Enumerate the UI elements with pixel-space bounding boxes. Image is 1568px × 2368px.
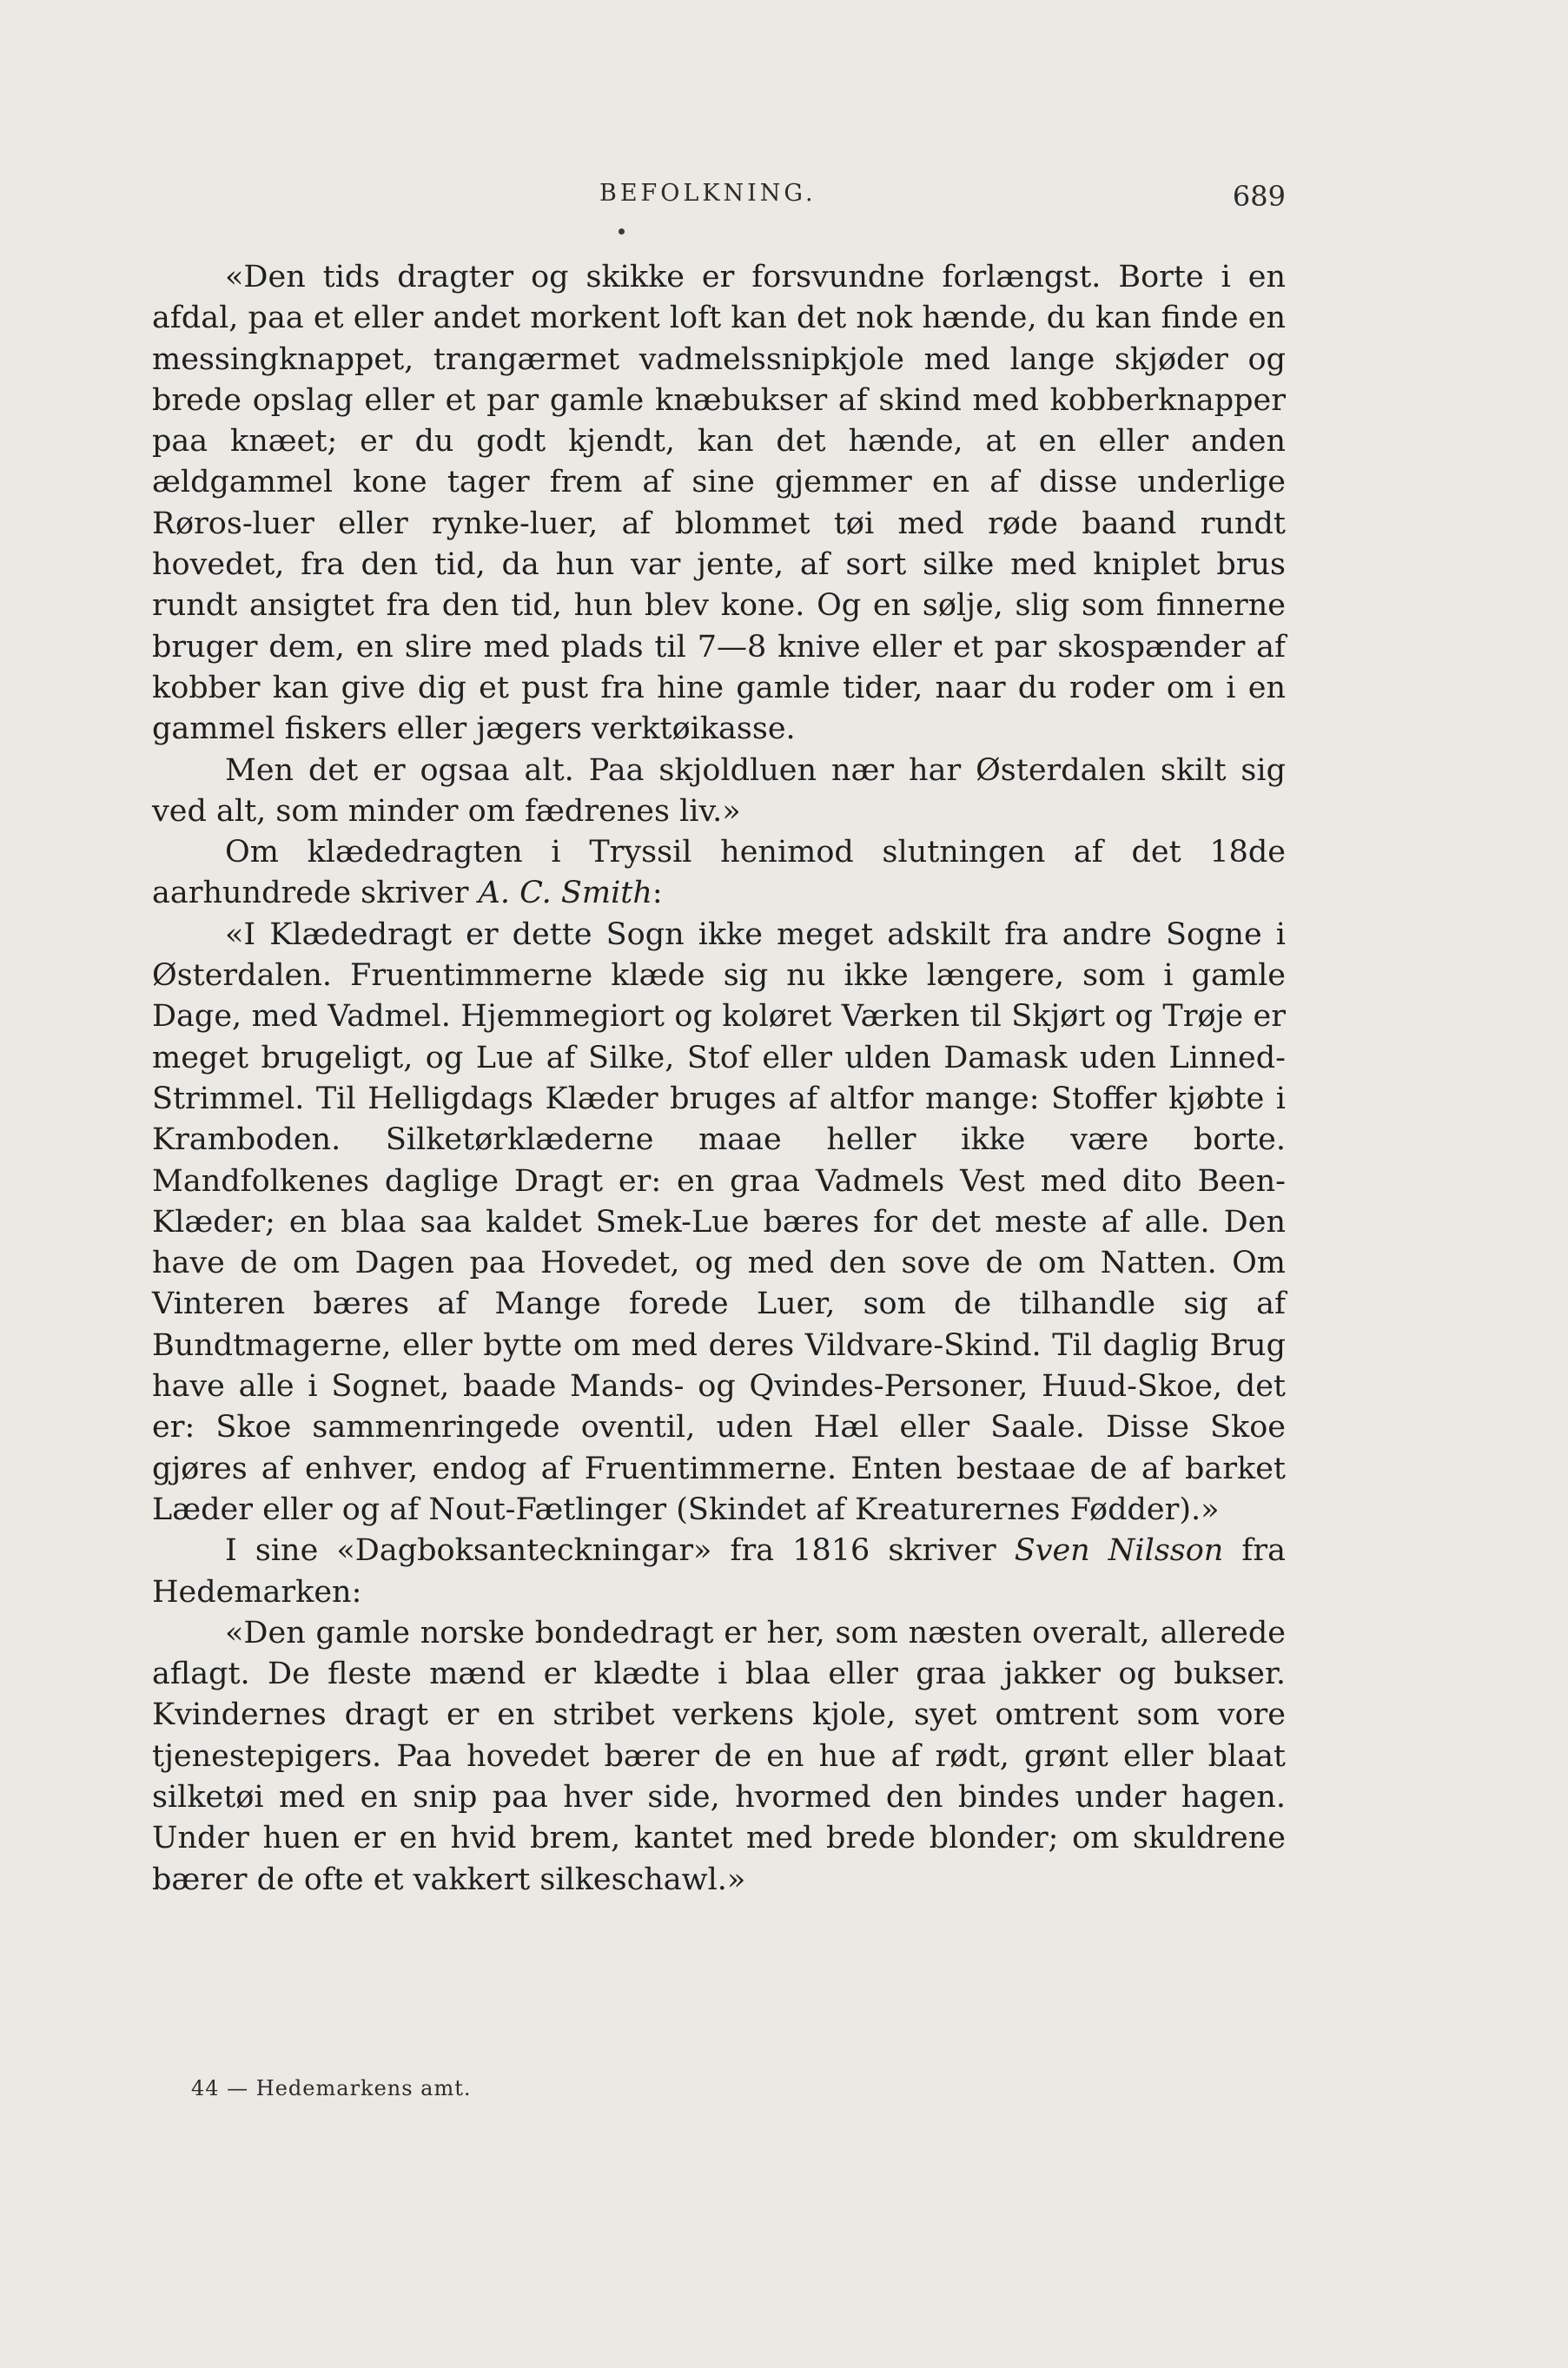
running-head: BEFOLKNING. [599, 180, 817, 207]
paragraph [152, 915, 1286, 1531]
text-run: : [652, 876, 663, 911]
page-header [152, 180, 1286, 218]
author-name: Sven Nilsson [1014, 1533, 1224, 1569]
body-text [152, 257, 1286, 1901]
paragraph [152, 1531, 1286, 1613]
paragraph [152, 1613, 1286, 1901]
paragraph [152, 257, 1286, 751]
text-run: «I Klædedragt er dette Sogn ikke meget adskilt fra andre Sogne i Østerdalen. Fruentimmerne klæde sig nu ikke længere, som i gamle Dage, med Vadmel. Hjemmegiort og koløret Værken til Skjørt og Trøje er meget brugeligt, og Lue af Silke, Stof eller ulden Damask uden Linned-Strimmel. Til Helligdags Klæder bruges af altfor mange: Stoffer kjøbte i Kramboden. Silketørklæderne maae heller ikke være borte. Mandfolkenes daglige Dragt er: en graa Vadmels Vest med dito Been-Klæder; en blaa saa kaldet Smek-Lue bæres for det meste af alle. Den have de om Dagen paa Hovedet, og med den sove de om Natten. Om Vinteren bæres af Mange forede Luer, som de tilhandle sig af Bundtmagerne, eller bytte om med deres Vildvare-Skind. Til daglig Brug have alle i Sognet, baade Mands- og Qvindes-Personer, Huud-Skoe, det er: Skoe sammenringede oventil, uden Hæl eller Saale. Disse Skoe gjøres af enhver, endog af Fruentimmerne. Enten bestaae de af barket Læder eller og af Nout-Fætlinger (Skindet af Kreaturernes Fødder).» [152, 916, 1286, 1527]
printer-signature: 44 — Hedemarkens amt. [191, 2076, 472, 2100]
text-run: fra Hedemarken: [152, 1533, 1286, 1610]
author-name: A. C. Smith [478, 876, 652, 911]
text-run: Om klædedragten i Tryssil henimod slutningen af det 18de aarhundrede skriver [152, 835, 1286, 911]
text-run: I sine «Dagboksanteckningar» fra 1816 skriver [225, 1533, 1015, 1569]
page-number: 689 [1232, 180, 1286, 213]
print-speck [619, 228, 625, 235]
text-run: «Den gamle norske bondedragt er her, som næsten overalt, allerede aflagt. De fleste mænd er klædte i blaa eller graa jakker og bukser. Kvindernes dragt er en stribet verkens kjole, syet omtrent som vore tjenestepigers. Paa hovedet bærer de en hue af rødt, grønt eller blaat silketøi med en snip paa hver side, hvormed den bindes under hagen. Under huen er en hvid brem, kantet med brede blonder; om skuldrene bærer de ofte et vakkert silkeschawl.» [152, 1615, 1286, 1897]
text-run: «Den tids dragter og skikke er forsvundne forlængst. Borte i en afdal, paa et eller andet morkent loft kan det nok hænde, du kan finde en messingknappet, trangærmet vadmelssnipkjole med lange skjøder og brede opslag eller et par gamle knæbukser af skind med kobberknapper paa knæet; er du godt kjendt, kan det hænde, at en eller anden ældgammel kone tager frem af sine gjemmer en af disse underlige Røros-luer eller rynke-luer, af blommet tøi med røde baand rundt hovedet, fra den tid, da hun var jente, af sort silke med kniplet brus rundt ansigtet fra den tid, hun blev kone. Og en sølje, slig som finnerne bruger dem, en slire med plads til 7—8 knive eller et par skospænder af kobber kan give dig et pust fra hine gamle tider, naar du roder om i en gammel fiskers eller jægers verktøikasse. [152, 260, 1286, 747]
paragraph [152, 751, 1286, 833]
text-run: Men det er ogsaa alt. Paa skjoldluen nær har Østerdalen skilt sig ved alt, som minder om fædrenes liv.» [152, 752, 1286, 829]
paragraph [152, 832, 1286, 915]
